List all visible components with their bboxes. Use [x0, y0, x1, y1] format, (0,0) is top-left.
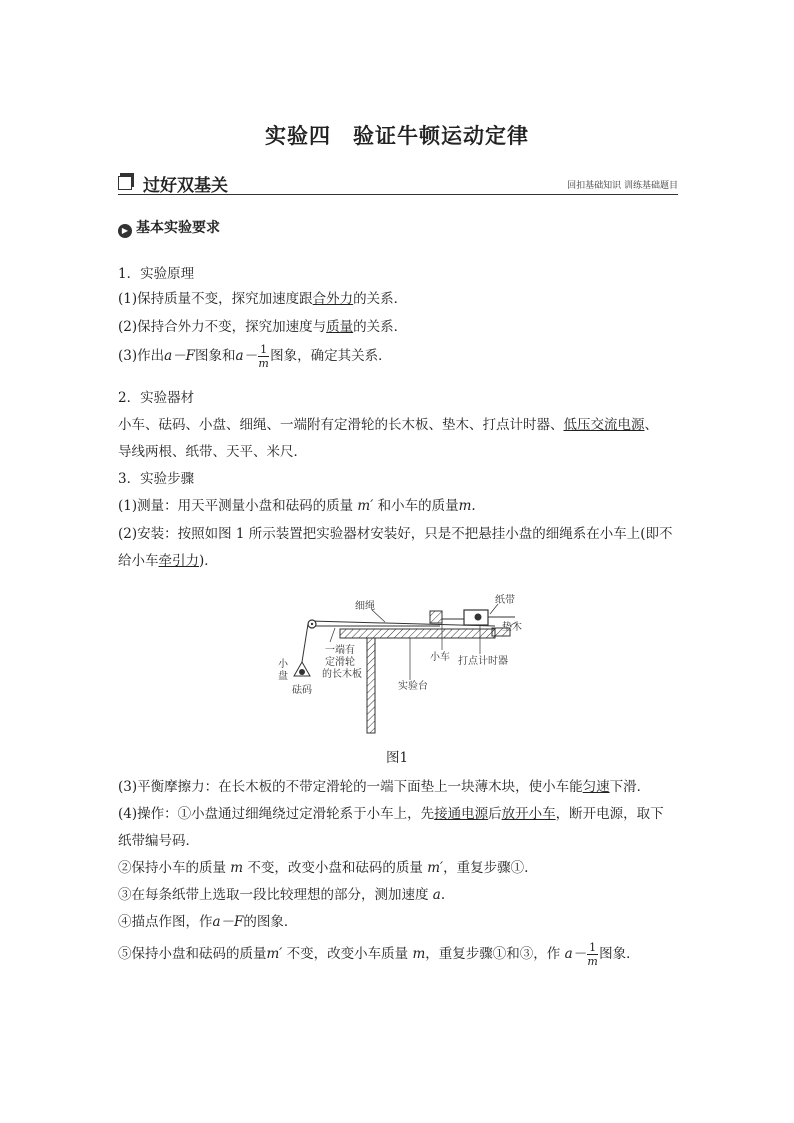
- section-header: [118, 170, 678, 196]
- label-timer: 打点计时器: [458, 656, 508, 667]
- s2-line2: 导线两根、纸带、天平、米尺．: [118, 444, 307, 460]
- label-board-1: 一端有: [325, 645, 355, 656]
- page-title: 实验四 验证牛顿运动定律: [265, 123, 529, 148]
- long-board: [340, 629, 495, 638]
- small-block: [430, 611, 442, 623]
- section-divider: [118, 194, 678, 195]
- subheading: [118, 217, 220, 238]
- s1-line1: (1)保持质量不变，探究加速度跟合外力的关系．: [118, 291, 408, 307]
- fraction-1-over-m: $\frac{1}{m}$: [258, 343, 269, 370]
- label-car: 小车: [430, 652, 450, 663]
- label-board-3: 的长木板: [322, 669, 362, 680]
- s4-line6: ④描点作图，作a－F的图象．: [118, 914, 298, 930]
- fraction-1-over-m-2: $\frac{1}{m}$: [587, 941, 598, 968]
- play-icon: ▶: [118, 224, 132, 238]
- label-weight: 砝码: [292, 685, 312, 696]
- s4-line4: ②保持小车的质量 m 不变，改变小盘和砝码的质量 m′，重复步骤①.: [118, 860, 529, 876]
- label-rope: 细绳: [355, 601, 375, 612]
- apparatus-figure: [270, 592, 530, 737]
- s3-line2: (2)安装：按照如图 1 所示装置把实验器材安装好，只是不把悬挂小盘的细绳系在小车上(即不: [118, 526, 673, 542]
- s4-line7: ⑤保持小盘和砝码的质量m′ 不变，改变小车质量 m，重复步骤①和③，作 a－ $\frac{1}{m}$ 图象．: [118, 941, 640, 968]
- s3-line3: 给小车牵引力)．: [118, 553, 218, 569]
- label-block: 垫木: [502, 622, 522, 633]
- label-pan-2: 盘: [278, 671, 288, 682]
- figure-caption: 图1: [385, 750, 409, 766]
- s1-heading: 1．实验原理: [118, 266, 195, 282]
- section-icon-frame: [118, 176, 132, 190]
- rope: [302, 624, 308, 662]
- s2-heading: 2．实验器材: [118, 390, 195, 406]
- s3-line1: (1)测量：用天平测量小盘和砝码的质量 m′ 和小车的质量m.: [118, 498, 476, 514]
- s4-line1: (3)平衡摩擦力：在长木板的不带定滑轮的一端下面垫上一块薄木块，使小车能匀速下滑．: [118, 779, 651, 795]
- s4-line2: (4)操作：①小盘通过细绳绕过定滑轮系于小车上，先接通电源后放开小车，断开电源，取下: [118, 806, 664, 822]
- label-pan-1: 小: [278, 659, 288, 670]
- weight: [299, 669, 305, 675]
- subheading-text: 基本实验要求: [136, 220, 220, 236]
- s4-line5: ③在每条纸带上选取一段比较理想的部分，测加速度 a.: [118, 887, 446, 903]
- label-tape: 纸带: [495, 595, 515, 606]
- s2-line1: 小车、砝码、小盘、细绳、一端附有定滑轮的长木板、垫木、打点计时器、低压交流电源、: [118, 417, 658, 433]
- s3-heading: 3．实验步骤: [118, 471, 195, 487]
- s1-line3: (3)作出a－F图象和a－ $\frac{1}{m}$ 图象，确定其关系．: [118, 343, 392, 370]
- table-leg: [367, 638, 375, 733]
- label-table: 实验台: [398, 681, 428, 692]
- s4-line3: 纸带编号码．: [118, 833, 199, 849]
- label-board-2: 定滑轮: [325, 657, 355, 668]
- section-note: 回扣基础知识 训练基础题目: [567, 181, 678, 191]
- s1-line2: (2)保持合外力不变，探究加速度与质量的关系．: [118, 319, 408, 335]
- section-label: 过好双基关: [143, 176, 228, 196]
